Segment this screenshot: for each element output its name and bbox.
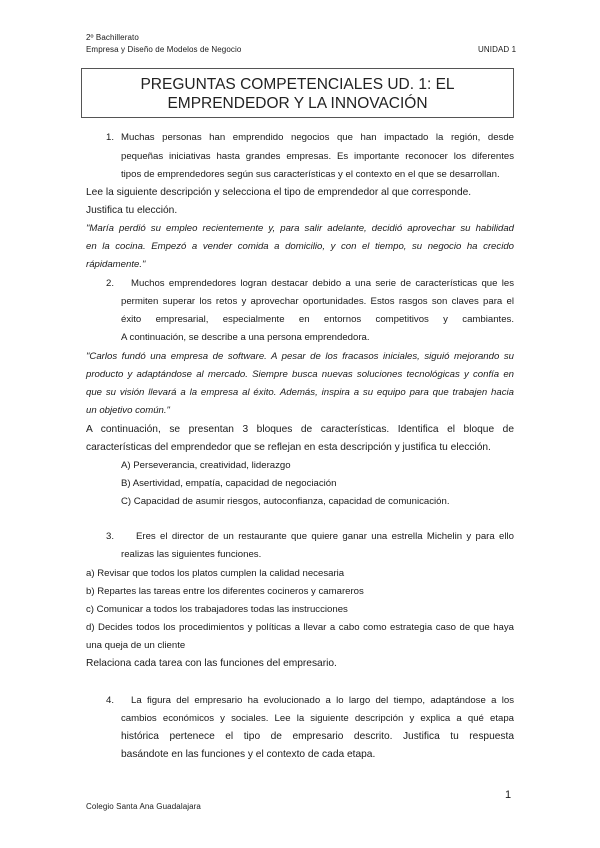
q3-item-a: a) Revisar que todos los platos cumplen la calidad necesaria (86, 568, 345, 579)
q4-line-3: histórica pertenece el tipo de empresario descrito. Justifica tu respuesta (121, 731, 514, 742)
q1-number: 1. (106, 132, 115, 143)
q4-line-1: La figura del empresario ha evolucionado a lo largo del tiempo, adaptándose a los (131, 695, 514, 706)
q4-line-2: cambios económicos y sociales. Lee la siguiente descripción y explica a qué etapa (121, 713, 514, 724)
q1-quote-2: en la cocina. Empezó a vender comida a domicilio, y con el tiempo, su negocio ha crecido (86, 241, 514, 252)
q1-line-1: Muchas personas han emprendido negocios que han impactado la región, desde (121, 132, 514, 143)
footer-school: Colegio Santa Ana Guadalajara (86, 802, 201, 811)
q3-item-b: b) Repartes las tareas entre los diferentes cocineros y camareros (86, 586, 364, 597)
q2-line-3: éxito empresarial, especialmente en entornos competitivos y cambiantes. (121, 314, 514, 325)
q1-line-2: pequeñas iniciativas hasta grandes empresas. Es importante reconocer los diferentes (121, 151, 514, 162)
q2-option-b: B) Asertividad, empatía, capacidad de negociación (121, 478, 337, 489)
q3-instruction: Relaciona cada tarea con las funciones del empresario. (86, 658, 337, 669)
q2-instruction-1: A continuación, se presentan 3 bloques de características. Identifica el bloque de (86, 424, 514, 435)
q2-instruction-2: características del emprendedor que se reflejan en esta descripción y justifica tu elección. (86, 442, 491, 453)
q4-number: 4. (106, 695, 115, 706)
q1-quote-1: "María perdió su empleo recientemente y, para salir adelante, decidió aprovechar su habilidad (86, 223, 514, 234)
q2-quote-3: que su visión llevará a la empresa al éxito. Además, inspira a su equipo para que trabajen hacia (86, 387, 514, 398)
q2-quote-1: "Carlos fundó una empresa de software. A pesar de los fracasos iniciales, siguió mejorando su (86, 351, 514, 362)
q2-option-a: A) Perseverancia, creatividad, liderazgo (121, 460, 291, 471)
q2-line-2: permiten superar los retos y aprovechar oportunidades. Estos rasgos son claves para el (121, 296, 514, 307)
q3-item-d-cont: una queja de un cliente (86, 640, 186, 651)
q1-instruction-1: Lee la siguiente descripción y selecciona el tipo de emprendedor al que corresponde. (86, 187, 472, 198)
page-number: 1 (505, 789, 512, 801)
q3-line-1: Eres el director de un restaurante que quiere ganar una estrella Michelin y para ello (136, 531, 514, 542)
header-course: 2º Bachillerato (86, 33, 139, 42)
q1-instruction-2: Justifica tu elección. (86, 205, 178, 216)
q2-line-4: A continuación, se describe a una persona emprendedora. (121, 332, 370, 343)
q2-option-c: C) Capacidad de asumir riesgos, autoconfianza, capacidad de comunicación. (121, 496, 450, 507)
q2-number: 2. (106, 278, 115, 289)
page-title (81, 68, 514, 118)
header-subject: Empresa y Diseño de Modelos de Negocio (86, 45, 242, 54)
q2-line-1: Muchos emprendedores logran destacar debido a una serie de características que les (131, 278, 514, 289)
title-line-2: EMPRENDEDOR Y LA INNOVACIÓN (167, 95, 428, 112)
q1-line-3: tipos de emprendedores según sus características y el contexto en el que se desarrollan. (121, 169, 500, 180)
q2-quote-2: producto y adaptándose al mercado. Siempre busca nuevas soluciones tecnológicas y confía en (86, 369, 514, 380)
q3-line-2: realizas las siguientes funciones. (121, 549, 262, 560)
q1-quote-3: rápidamente." (86, 259, 146, 270)
q3-item-d: d) Decides todos los procedimientos y políticas a llevar a cabo como estrategia caso de que haya (86, 622, 514, 633)
q2-quote-4: un objetivo común." (86, 405, 170, 416)
q3-number: 3. (106, 531, 115, 542)
q4-line-4: basándote en las funciones y el contexto de cada etapa. (121, 749, 376, 760)
header-unit: UNIDAD 1 (478, 45, 517, 54)
title-line-1: PREGUNTAS COMPETENCIALES UD. 1: EL (140, 76, 455, 93)
q3-item-c: c) Comunicar a todos los trabajadores todas las instrucciones (86, 604, 348, 615)
